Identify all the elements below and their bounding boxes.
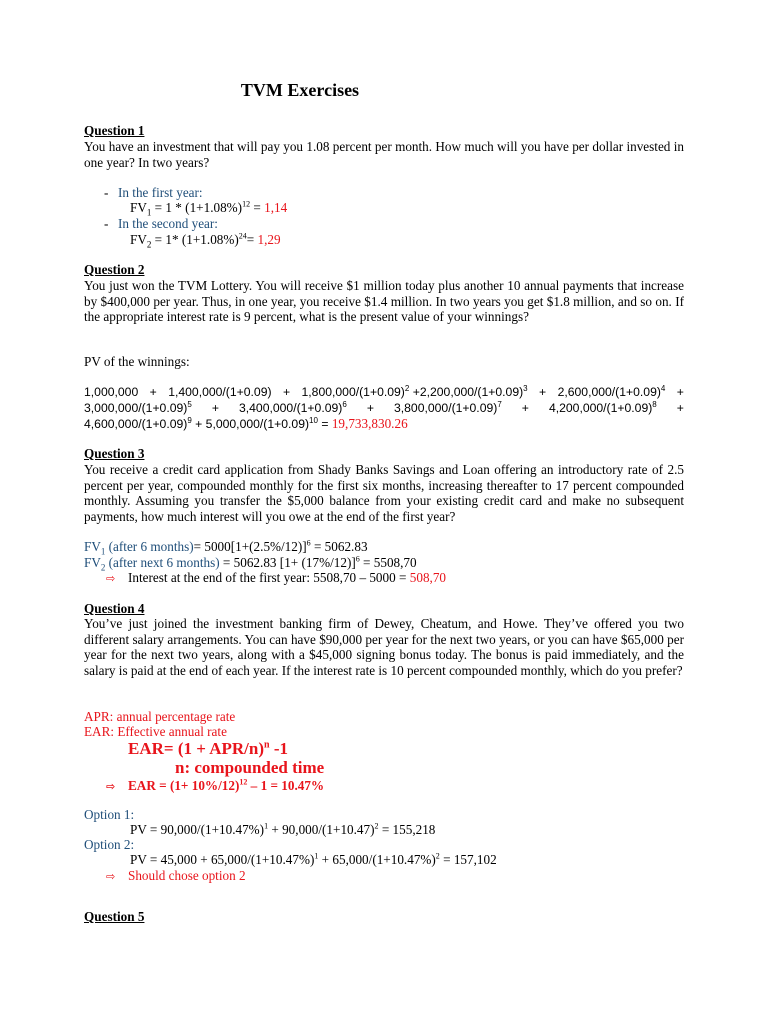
q4-option-1-formula: PV = $90,000/(1+10.47\%)^1 + 90,000/(1+10.47)^2 = 155,218$ [130, 821, 436, 837]
question-5-heading: Question 5 [84, 909, 145, 924]
q4-conclusion: ⇨ Should chose option 2 [106, 868, 246, 883]
question-3-text: You receive a credit card application from Shady Banks Savings and Loan offering an introductory rate of 2.5 percent per year, compounded monthly for the first six months, increasing thereafter to 17 percent compounded monthly. Assuming you transfer the $5,000 balance from your existing credit card and make no subsequent payments, how much interest will you owe at the end of the first year? [84, 462, 684, 524]
q1-fv2-result: 1,29 [257, 232, 281, 247]
q1-fv1-formula: $FV_1 = 1 * (1+1.08\%)^{12} = 1,14$ [130, 199, 288, 218]
q1-second-year-label: - In the second year: [104, 216, 218, 231]
q2-result: 19,733,830.26 [331, 416, 408, 432]
question-2-text: You just won the TVM Lottery. You will receive $1 million today plus another 10 annual payments that increase by $400,000 per year. Thus, in one year, you receive $1.4 million. In two years you get $1.8 million, and so on. If the appropriate interest rate is 9 percent, what is the present value of your winnings? [84, 278, 684, 325]
question-4-heading: Question 4 [84, 601, 145, 616]
arrow-right-icon: ⇨ [106, 572, 116, 585]
q3-interest-result: 508,70 [409, 570, 447, 585]
q4-option-2-label: Option 2: [84, 837, 135, 852]
arrow-right-icon: ⇨ [106, 870, 116, 883]
question-2-heading: Question 2 [84, 262, 145, 277]
q3-fv2-line: $FV_2$ (after next 6 months) = 5062.83 $[1+ (17\%/12)]^6 = 5508,70$ [84, 554, 417, 573]
arrow-right-icon: ⇨ [106, 780, 116, 793]
q4-ear-formula: EAR= (1 + APR/$n)^n$ -1 [128, 739, 289, 758]
question-1-text: You have an investment that will pay you 1.08 percent per month. How much will you have per dollar invested in one year? In two years? [84, 139, 684, 170]
q3-fv1-line: $FV_1$ (after 6 months)= $5000[1+(2.5\%/12)]^6 = 5062.83$ [84, 538, 368, 557]
q2-pv-label: PV of the winnings: [84, 354, 190, 369]
q3-interest-line: ⇨ Interest at the end of the first year: 5508,70 – 5000 = 508,70 [106, 570, 447, 585]
q1-first-year-label: - In the first year: [104, 185, 203, 200]
page-title: TVM Exercises [240, 80, 360, 100]
q1-fv2-formula: $FV_2 = 1*$ $(1+1.08\%)^{24}= 1,29$ [130, 231, 281, 250]
q4-n-definition: n: compounded time [175, 758, 325, 777]
q2-pv-formula: 1,000,000 + 1,400,000/(1+0.09) + $1,800,000/(1+0.09)^2 +2,200,000/(1+0.09)^3$ + $2,600,000/(1+0.09)^4$ + $3,000,000/(1+0.09)^5$ + $3,400,000/(1+0.09)^6$ + $3,800,000/(1+0.09)^7$ + $4,200,000/(1+0.09)^8$ + $4,600,000/(1+0.09)^9 + 5,000,000/(1+0.09)^{10} = 19,733,830.26$ [84, 383, 684, 432]
q1-fv1-result: 1,14 [264, 200, 288, 215]
q4-ear-calc: ⇨ EAR = $(1+ 10\%/12)^{12} - 1 = 10.47\%$ [106, 777, 325, 793]
question-1-heading: Question 1 [84, 123, 145, 138]
question-3-heading: Question 3 [84, 446, 145, 461]
q4-option-2-formula: PV = $45,000 + 65,000/(1+10.47\%)^1 + 65,000/(1+10.47\%)^2 = 157,102$ [130, 851, 497, 867]
q4-ear-definition: EAR: Effective annual rate [84, 724, 227, 739]
question-4-text: You’ve just joined the investment banking firm of Dewey, Cheatum, and Howe. They’ve offered you two different salary arrangements. You can have $90,000 per year for the next two years, or you can have $65,000 per year for the next two years, along with a $45,000 signing bonus today. The bonus is paid immediately, and the salary is paid at the end of each year. If the interest rate is 10 percent compounded monthly, which do you prefer? [84, 616, 684, 678]
q4-option-1-label: Option 1: [84, 807, 135, 822]
q4-apr-definition: APR: annual percentage rate [84, 709, 236, 724]
